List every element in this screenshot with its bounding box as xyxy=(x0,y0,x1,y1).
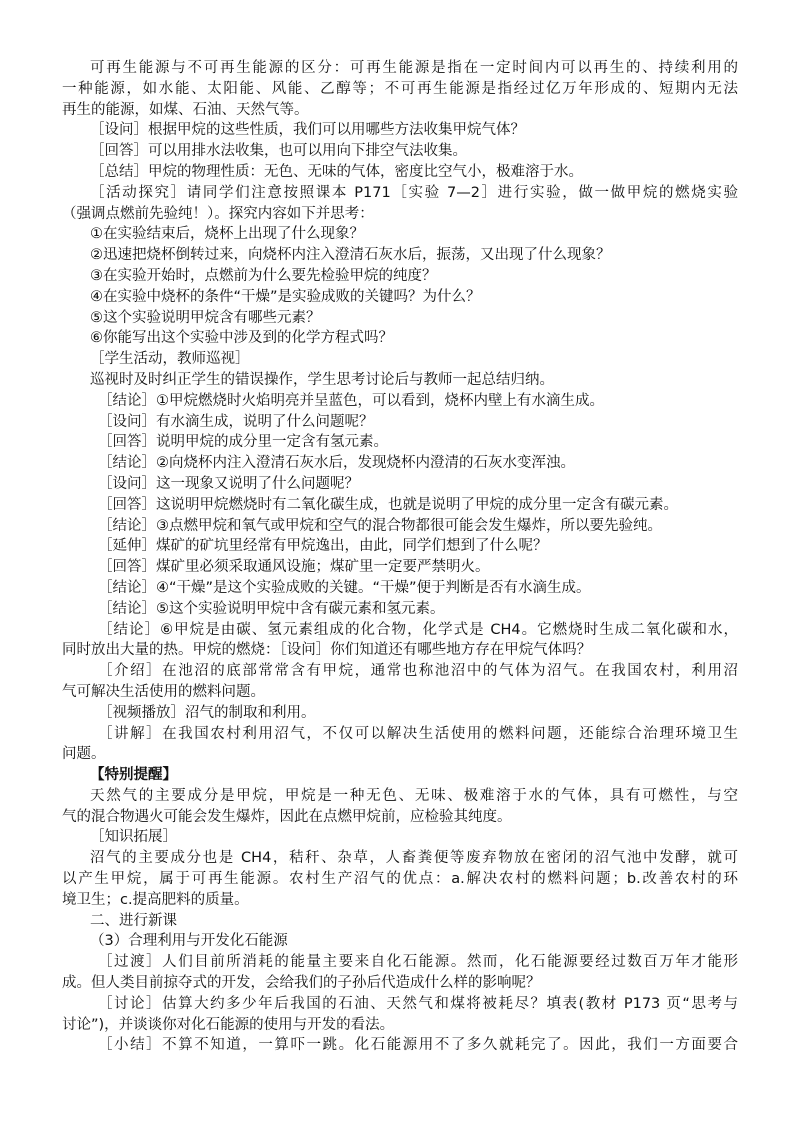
introduction-line: ［介绍］在池沼的底部常常含有甲烷，通常也称池沼中的气体为沼气。在我国农村，利用沼 xyxy=(98,663,738,680)
discussion-line: ［讨论］估算大约多少年后我国的石油、天然气和煤将被耗尽？填表(教材 P173 页“思考与 xyxy=(98,995,738,1012)
conclusion-line: ［结论］⑥甲烷是由碳、氢元素组成的化合物，化学式是 CH4。它燃烧时生成二氧化碳和水， xyxy=(98,621,738,638)
conclusion-line: ［结论］④“干燥”是这个实验成败的关键。“干燥”便于判断是否有水滴生成。 xyxy=(98,579,591,596)
list-item: ②迅速把烧杯倒转过来，向烧杯内注入澄清石灰水后，振荡，又出现了什么现象？ xyxy=(90,247,611,264)
special-reminder-heading: 【特别提醒】 xyxy=(90,767,177,784)
conclusion-line: ［结论］②向烧杯内注入澄清石灰水后，发现烧杯内澄清的石灰水变浑浊。 xyxy=(98,455,575,472)
list-item: ⑤这个实验说明甲烷含有哪些元素？ xyxy=(90,309,321,326)
paragraph-line: 气的混合物遇火可能会发生爆炸，因此在点燃甲烷前，应检验其纯度。 xyxy=(62,808,512,825)
section-heading: 二、进行新课 xyxy=(90,912,177,929)
explanation-line: ［讲解］在我国农村利用沼气，不仅可以解决生活使用的燃料问题，还能综合治理环境卫生 xyxy=(98,725,738,742)
summary-line: ［总结］甲烷的物理性质：无色、无味的气体，密度比空气小，极难溶于水。 xyxy=(90,163,583,180)
subsection-heading: （3）合理利用与开发化石能源 xyxy=(90,933,288,950)
paragraph-line: 问题。 xyxy=(62,746,106,763)
conclusion-line: ［结论］⑤这个实验说明甲烷中含有碳元素和氢元素。 xyxy=(98,600,445,617)
answer-line: ［回答］这说明甲烷燃烧时有二氧化碳生成，也就是说明了甲烷的成分里一定含有碳元素。 xyxy=(98,496,678,513)
paragraph-line: 讨论”)，并谈谈你对化石能源的使用与开发的看法。 xyxy=(62,1016,395,1033)
paragraph-line: 再生的能源，如煤、石油、天然气等。 xyxy=(62,101,309,118)
paragraph-line: 一种能源，如水能、太阳能、风能、乙醇等；不可再生能源是指经过亿万年形成的、短期内无法 xyxy=(62,80,738,97)
document-page xyxy=(62,58,738,1056)
paragraph-line: 同时放出大量的热。甲烷的燃烧：［设问］你们知道还有哪些地方存在甲烷气体吗？ xyxy=(62,642,592,659)
paragraph-line: 境卫生；c.提高肥料的质量。 xyxy=(62,891,249,908)
extension-line: ［延伸］煤矿的矿坑里经常有甲烷逸出，由此，同学们想到了什么呢？ xyxy=(98,538,548,555)
conclusion-line: ［结论］③点燃甲烷和氧气或甲烷和空气的混合物都很可能会发生爆炸，所以要先验纯。 xyxy=(98,517,662,534)
question-line: ［设问］这一现象又说明了什么问题呢？ xyxy=(98,475,359,492)
paragraph-line: 成。但人类目前掠夺式的开发，会给我们的子孙后代造成什么样的影响呢？ xyxy=(62,975,541,992)
list-item: ①在实验结束后，烧杯上出现了什么现象？ xyxy=(90,226,364,243)
video-line: ［视频播放］沼气的制取和利用。 xyxy=(98,704,316,721)
answer-line: ［回答］煤矿里必须采取通风设施；煤矿里一定要严禁明火。 xyxy=(98,559,490,576)
transition-line: ［过渡］人们目前所消耗的能量主要来自化石能源。然而，化石能源要经过数百万年才能形 xyxy=(98,954,738,971)
paragraph-line: 气可解决生活使用的燃料问题。 xyxy=(62,683,265,700)
paragraph-line: 可再生能源与不可再生能源的区分：可再生能源是指在一定时间内可以再生的、持续利用的 xyxy=(90,60,738,76)
paragraph-line: 沼气的主要成分也是 CH4，秸秆、杂草，人畜粪便等废弃物放在密闭的沼气池中发酵，就可 xyxy=(90,850,738,867)
list-item: ④在实验中烧杯的条件“干燥”是实验成败的关键吗？为什么？ xyxy=(90,288,481,305)
summary-line: ［小结］不算不知道，一算吓一跳。化石能源用不了多久就耗完了。因此，我们一方面要合 xyxy=(98,1037,738,1054)
paragraph-line: 巡视时及时纠正学生的错误操作，学生思考讨论后与教师一起总结归纳。 xyxy=(90,371,554,388)
answer-line: ［回答］可以用排水法收集，也可以用向下排空气法收集。 xyxy=(90,143,467,160)
list-item: ⑥你能写出这个实验中涉及到的化学方程式吗？ xyxy=(90,330,393,347)
conclusion-line: ［结论］①甲烷燃烧时火焰明亮并呈蓝色，可以看到，烧杯内壁上有水滴生成。 xyxy=(98,392,604,409)
activity-line: （强调点燃前先验纯！）。探究内容如下并思考： xyxy=(62,205,374,222)
paragraph-line: 以产生甲烷，属于可再生能源。农村生产沼气的优点：a.解决农村的燃料问题；b.改善农村的环 xyxy=(62,871,738,888)
list-item: ③在实验开始时，点燃前为什么要先检验甲烷的纯度？ xyxy=(90,267,437,284)
knowledge-extension-heading: ［知识拓展］ xyxy=(90,829,177,846)
answer-line: ［回答］说明甲烷的成分里一定含有氢元素。 xyxy=(98,434,388,451)
question-line: ［设问］根据甲烷的这些性质，我们可以用哪些方法收集甲烷气体？ xyxy=(90,122,525,139)
activity-heading: ［学生活动，教师巡视］ xyxy=(90,351,250,368)
question-line: ［设问］有水滴生成，说明了什么问题呢？ xyxy=(98,413,374,430)
activity-line: ［活动探究］请同学们注意按照课本 P171［实验 7—2］进行实验，做一做甲烷的燃烧实验 xyxy=(90,184,738,201)
paragraph-line: 天然气的主要成分是甲烷，甲烷是一种无色、无味、极难溶于水的气体，具有可燃性，与空 xyxy=(90,787,738,804)
